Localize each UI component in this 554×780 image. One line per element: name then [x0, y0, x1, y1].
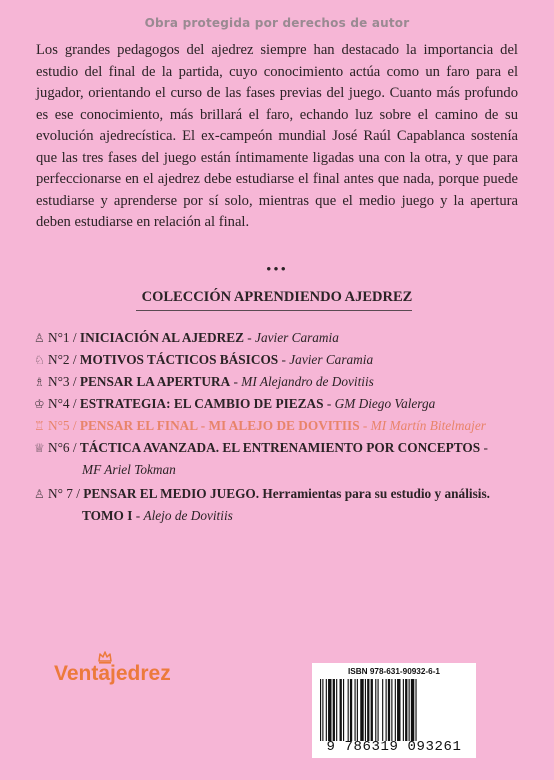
barcode-bar	[367, 679, 369, 741]
isbn-label: ISBN 978-631-90932-6-1	[348, 667, 440, 676]
barcode-bar	[391, 679, 392, 741]
barcode-bar	[326, 679, 327, 741]
book-item-4	[34, 396, 435, 412]
book-item-6	[34, 440, 488, 456]
book-title: PENSAR EL MEDIO JUEGO. Herramientas para su estudio y análisis.	[83, 486, 490, 501]
book-item-6-author-line	[82, 462, 176, 478]
book-separator: -	[132, 508, 144, 523]
barcode-bar	[350, 679, 352, 741]
book-author: MF Ariel Tokman	[82, 462, 176, 477]
barcode-bar	[340, 679, 342, 741]
book-separator: -	[230, 374, 242, 389]
book-number: N° 7 /	[48, 486, 84, 501]
barcode-bar	[320, 679, 321, 741]
barcode-bar	[403, 679, 404, 741]
barcode-bar	[375, 679, 376, 741]
book-separator: -	[243, 330, 256, 345]
collection-title: COLECCIÓN APRENDIENDO AJEDREZ	[141, 289, 413, 305]
barcode-bar	[371, 679, 373, 741]
barcode-bar	[348, 679, 349, 741]
book-author: Alejo de Dovitiis	[143, 508, 233, 523]
book-number: N°2 /	[48, 352, 80, 367]
book-title: PENSAR EL FINAL - MI ALEJO DE DOVITIIS	[79, 418, 360, 433]
book-title: ESTRATEGIA: EL CAMBIO DE PIEZAS	[79, 396, 324, 411]
book-number: N°4 /	[48, 396, 80, 411]
barcode-bar	[386, 679, 387, 741]
pawn-icon: ♙	[34, 487, 45, 501]
book-author: MI Martín Bitelmajer	[370, 418, 486, 433]
book-number: N°6 /	[48, 440, 80, 455]
section-separator: •••	[266, 262, 288, 278]
collection-title-underline	[136, 310, 412, 311]
book-item-5	[34, 418, 486, 434]
book-separator: -	[480, 440, 488, 455]
barcode-bar	[328, 679, 331, 741]
book-item-2	[34, 352, 373, 368]
king-icon: ♔	[34, 397, 45, 411]
book-number: N°5 /	[48, 418, 80, 433]
intro-paragraph: Los grandes pedagogos del ajedrez siempre han destacado la importancia del estudio del final de la partida, cuyo conocimiento actúa como un faro para el jugador, orientando el curso de las fases previas del juego. Cuanto más profundo es ese conocimiento, más brillará el faro, echando luz sobre el camino de su evolución ajedrecística. El ex-campeón mundial José Raúl Capablanca sostenía que las tres fases del juego están íntimamente ligadas una con la otra, y que para perfeccionarse en el ajedrez debe estudiarse el final antes que nada, porque puede estudiarse y aprenderse por sí solo, mientras que el medio juego y la apertura deben estudiarse en relación al final.	[36, 42, 518, 230]
barcode-bar	[322, 679, 323, 741]
barcode-bar	[405, 679, 407, 741]
barcode-bar	[365, 679, 366, 741]
barcode-bar	[333, 679, 335, 741]
book-author: Javier Caramia	[289, 352, 374, 367]
book-author: GM Diego Valerga	[334, 396, 436, 411]
book-author: MI Alejandro de Dovitiis	[241, 374, 374, 389]
book-title: INICIACIÓN AL AJEDREZ	[79, 330, 244, 345]
knight-icon: ♘	[34, 353, 45, 367]
barcode-bar	[395, 679, 396, 741]
barcode-bar	[397, 679, 400, 741]
barcode-bar	[336, 679, 337, 741]
barcode-bar	[355, 679, 356, 741]
book-separator: -	[323, 396, 335, 411]
isbn-barcode	[312, 663, 476, 758]
barcode-bar	[360, 679, 363, 741]
publisher-logo: Ventajedrez	[54, 662, 171, 685]
barcode-bar	[415, 679, 416, 741]
book-item-1	[34, 330, 339, 346]
rook-icon: ♖	[34, 419, 45, 433]
book-item-3	[34, 374, 374, 390]
bishop-icon: ♗	[34, 375, 45, 389]
book-author: Javier Caramia	[255, 330, 339, 345]
book-volume: TOMO I	[82, 508, 133, 523]
barcode-bar	[378, 679, 379, 741]
book-item-7	[34, 486, 490, 502]
barcode-bar	[411, 679, 414, 741]
queen-icon: ♕	[34, 441, 45, 455]
book-separator: -	[359, 418, 371, 433]
book-number: N°1 /	[48, 330, 80, 345]
book-title: MOTIVOS TÁCTICOS BÁSICOS	[79, 352, 279, 367]
barcode-bar	[388, 679, 390, 741]
book-separator: -	[278, 352, 290, 367]
book-title: TÁCTICA AVANZADA. EL ENTRENAMIENTO POR CONCEPTOS	[79, 440, 481, 455]
book-number: N°3 /	[48, 374, 80, 389]
copyright-watermark-top: Obra protegida por derechos de autor	[144, 16, 410, 30]
barcode-bars	[320, 679, 468, 741]
book-item-7-continuation	[82, 508, 233, 524]
barcode-bar	[382, 679, 383, 741]
barcode-bar	[343, 679, 344, 741]
pawn-icon: ♙	[34, 331, 45, 345]
book-title: PENSAR LA APERTURA	[79, 374, 231, 389]
barcode-number: 9 786319 093261	[326, 739, 462, 755]
barcode-bar	[357, 679, 358, 741]
barcode-bar	[409, 679, 410, 741]
